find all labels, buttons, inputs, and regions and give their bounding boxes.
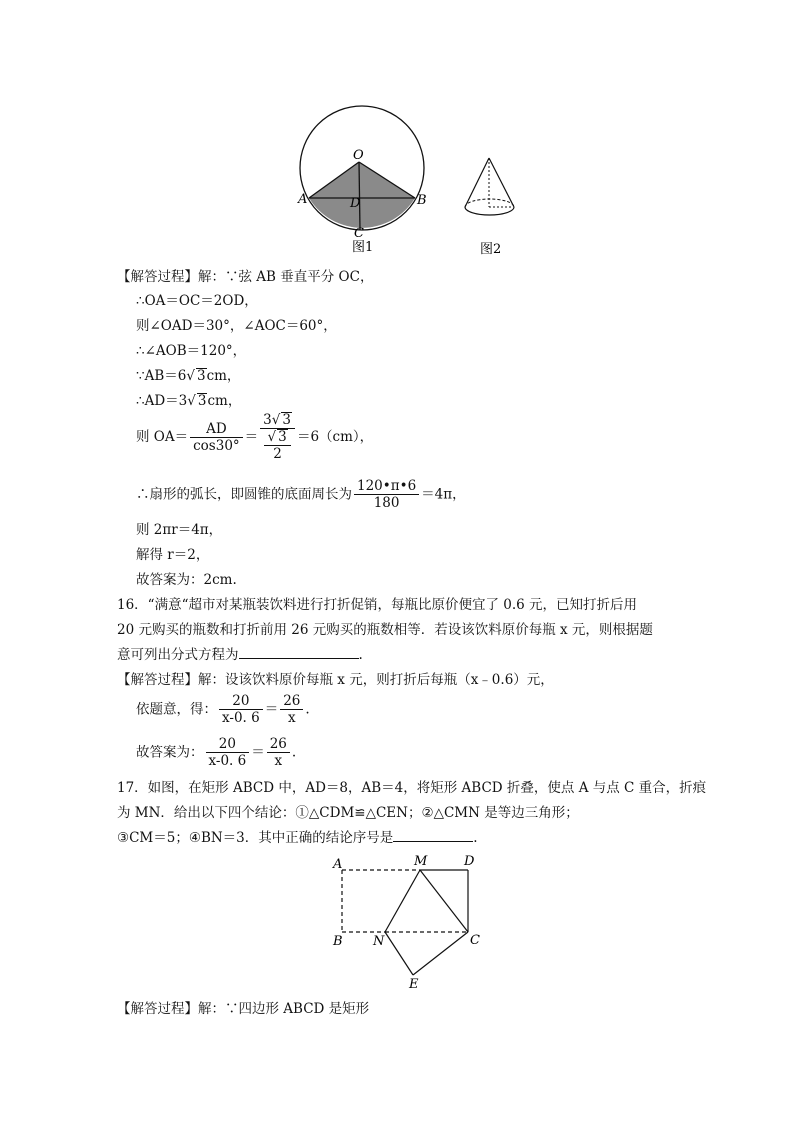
solution-16-line-1: 【解答过程】解：设该饮料原价每瓶 x 元，则打折后每瓶（x﹣0.6）元，	[117, 672, 554, 688]
solution-tag: 【解答过程】	[117, 672, 198, 688]
solution-15-line-1: 【解答过程】解：∵弦 AB 垂直平分 OC，	[117, 269, 374, 285]
solution-15-line-11: 故答案为：2cm.	[136, 572, 237, 588]
figure-3-folded-rectangle	[325, 850, 485, 990]
solution-15-line-5: ∵AB＝6√ 3cm，	[136, 368, 241, 384]
solution-15-line-3: 则∠OAD＝30°，∠AOC＝60°，	[136, 318, 337, 334]
label-e: E	[409, 977, 419, 990]
answer-blank	[239, 658, 359, 659]
label-d: D	[464, 854, 475, 869]
solution-16-line-3: 故答案为： $\frac{20}{x-0. 6}$ ＝ $\frac{26}{x}$ .	[136, 736, 297, 769]
figure-2-caption: 图2	[480, 242, 502, 257]
question-17-line-2: 为 MN．给出以下四个结论：①△CDM≌△CEN；②△CMN 是等边三角形；	[117, 805, 579, 821]
solution-15-line-8: ∴扇形的弧长，即圆锥的底面周长为 $\frac{120•\pi•6}{180}$ ＝4π，	[136, 478, 466, 511]
label-b: B	[333, 934, 343, 949]
label-d: D	[350, 196, 361, 211]
label-c: C	[354, 226, 364, 241]
solution-15-line-6: ∴AD＝3√ 3cm，	[136, 393, 242, 409]
solution-16-line-2: 依题意，得： $\frac{20}{x-0. 6}$ ＝ $\frac{26}{x}$ .	[136, 693, 310, 726]
label-c: C	[470, 933, 480, 948]
solution-15-line-7: 则 OA＝ $\frac{AD}{\cos 30^\circ}$ ＝ $\frac{3√ 3}{\frac{√ 3}{2}}$ ＝6（cm），	[136, 412, 374, 462]
solution-tag: 【解答过程】	[117, 269, 198, 285]
question-17-line-3: ③CM＝5；④BN＝3．其中正确的结论序号是 .	[117, 830, 478, 846]
answer-blank	[393, 841, 473, 842]
solution-17-line-1: 【解答过程】解：∵四边形 ABCD 是矩形	[117, 1001, 370, 1017]
label-m: M	[414, 854, 428, 869]
solution-15-line-9: 则 2πr＝4π，	[136, 522, 223, 538]
question-16-line-2: 20 元购买的瓶数和打折前用 26 元购买的瓶数相等．若设该饮料原价每瓶 x 元，则根据题	[117, 622, 653, 638]
solution-15-line-10: 解得 r＝2，	[136, 547, 210, 563]
label-b: B	[417, 193, 427, 208]
figure-1-caption: 图1	[352, 240, 374, 255]
label-o: O	[353, 148, 364, 163]
question-17-line-1: 17．如图，在矩形 ABCD 中，AD＝8，AB＝4，将矩形 ABCD 折叠，使点 A 与点 C 重合，折痕	[117, 780, 707, 796]
solution-tag: 【解答过程】	[117, 1001, 198, 1017]
solution-15-line-2: ∴OA＝OC＝2OD，	[136, 293, 258, 309]
label-a: A	[333, 857, 343, 872]
label-a: A	[298, 192, 308, 207]
figure-2-cone-diagram	[460, 150, 530, 260]
question-16-line-3: 意可列出分式方程为 .	[117, 647, 363, 663]
question-16-line-1: 16．“满意“超市对某瓶装饮料进行打折促销，每瓶比原价便宜了 0.6 元，已知打折后用	[117, 597, 638, 613]
figure-1-circle-diagram	[290, 100, 440, 260]
label-n: N	[373, 934, 385, 949]
solution-15-line-4: ∴∠AOB＝120°，	[136, 343, 247, 359]
